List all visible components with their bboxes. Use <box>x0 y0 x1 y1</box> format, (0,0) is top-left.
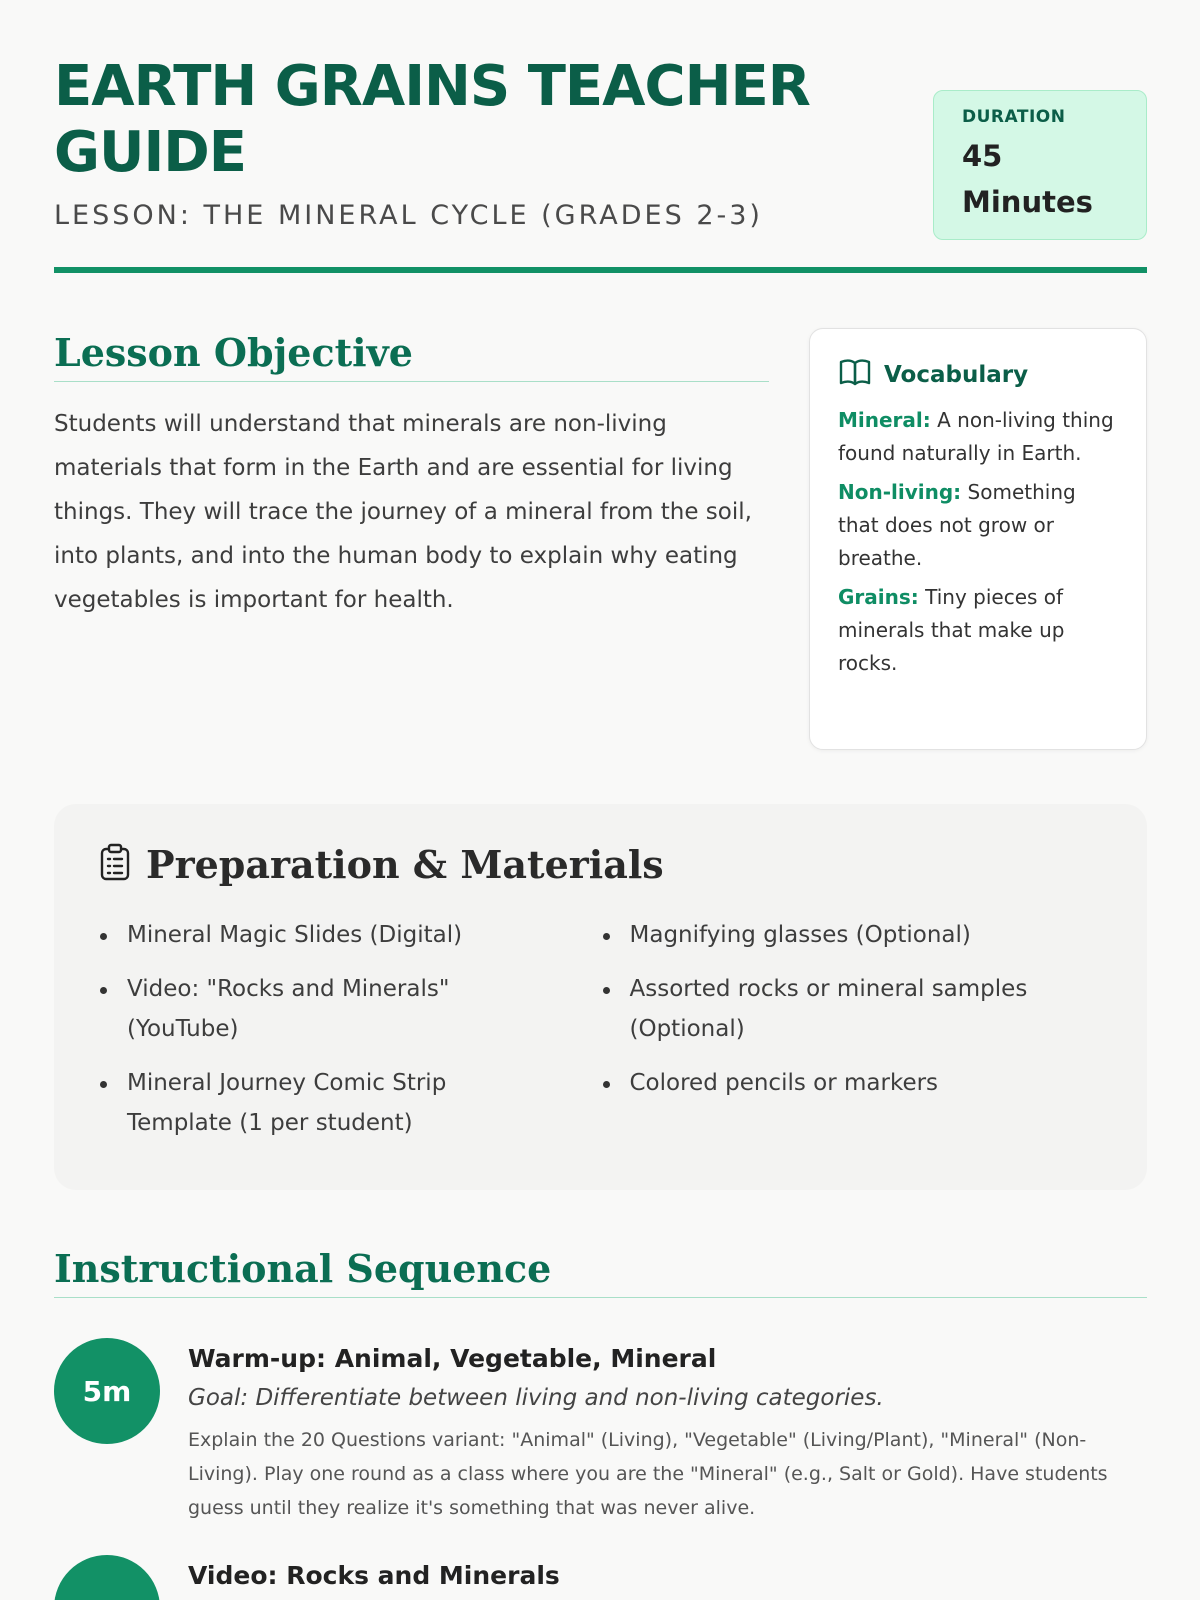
list-item: Video: "Rocks and Minerals" (YouTube) <box>98 969 601 1049</box>
book-open-icon <box>838 357 872 392</box>
list-item: Magnifying glasses (Optional) <box>601 915 1104 955</box>
instructional-sequence-section <box>54 1246 1147 1590</box>
list-item: Assorted rocks or mineral samples (Optional) <box>601 969 1104 1049</box>
clipboard-icon <box>98 843 132 886</box>
vocabulary-heading: Vocabulary <box>884 361 1029 388</box>
vocab-term: Non-living: <box>838 480 962 504</box>
list-item: Colored pencils or markers <box>601 1063 1104 1103</box>
lesson-objective-section <box>54 330 769 622</box>
sequence-heading: Instructional Sequence <box>54 1246 1147 1298</box>
duration-label: DURATION <box>962 107 1066 127</box>
step-time-badge: 5m <box>54 1338 160 1444</box>
materials-columns <box>98 915 1103 1157</box>
step-description: Explain the 20 Questions variant: "Animal" (Living), "Vegetable" (Living/Plant), "Mineral" (Non-Living). Play one round as a class where you are the "Mineral" (e.g., Salt or Gold). Have students guess until they realize it's something that was never alive. <box>188 1429 1108 1519</box>
materials-section <box>54 804 1147 1190</box>
vocab-definition: Something that does not grow or breathe. <box>838 480 1076 570</box>
vocab-definition: A non-living thing found naturally in Earth. <box>838 408 1114 465</box>
lesson-subtitle: LESSON: THE MINERAL CYCLE (GRADES 2-3) <box>54 200 763 231</box>
sequence-step-video <box>54 1555 1147 1590</box>
duration-value: 45 Minutes <box>962 139 1093 219</box>
vocab-item-non-living <box>838 476 1118 575</box>
header-divider <box>54 267 1147 273</box>
sequence-step-warmup <box>54 1338 1147 1525</box>
vocab-term: Grains: <box>838 585 919 609</box>
teacher-guide-page <box>54 0 1147 1590</box>
vocab-definition: Tiny pieces of minerals that make up rocks. <box>838 585 1065 675</box>
list-item: Mineral Magic Slides (Digital) <box>98 915 601 955</box>
objective-text: Students will understand that minerals are non-living materials that form in the Earth and are essential for living things. They will trace the journey of a mineral from the soil, into plants, and into the human body to explain why eating vegetables is important for health. <box>54 411 752 613</box>
step-goal: Goal: Differentiate between living and non-living categories. <box>188 1385 884 1411</box>
vocabulary-header <box>838 357 1118 392</box>
materials-header <box>98 842 1103 887</box>
vocab-term: Mineral: <box>838 408 931 432</box>
materials-list-left <box>98 915 601 1157</box>
duration-badge <box>933 90 1147 240</box>
step-time-badge <box>54 1555 160 1600</box>
vocabulary-card <box>809 328 1147 750</box>
step-title: Warm-up: Animal, Vegetable, Mineral <box>188 1344 717 1373</box>
materials-heading: Preparation & Materials <box>146 842 664 887</box>
vocab-item-mineral <box>838 404 1118 470</box>
list-item: Mineral Journey Comic Strip Template (1 per student) <box>98 1063 601 1143</box>
page-title: EARTH GRAINS TEACHER GUIDE <box>54 54 810 185</box>
guide-header <box>54 0 1147 275</box>
step-title: Video: Rocks and Minerals <box>188 1561 560 1590</box>
objective-heading: Lesson Objective <box>54 330 769 382</box>
vocab-item-grains <box>838 581 1118 680</box>
materials-list-right <box>601 915 1104 1157</box>
